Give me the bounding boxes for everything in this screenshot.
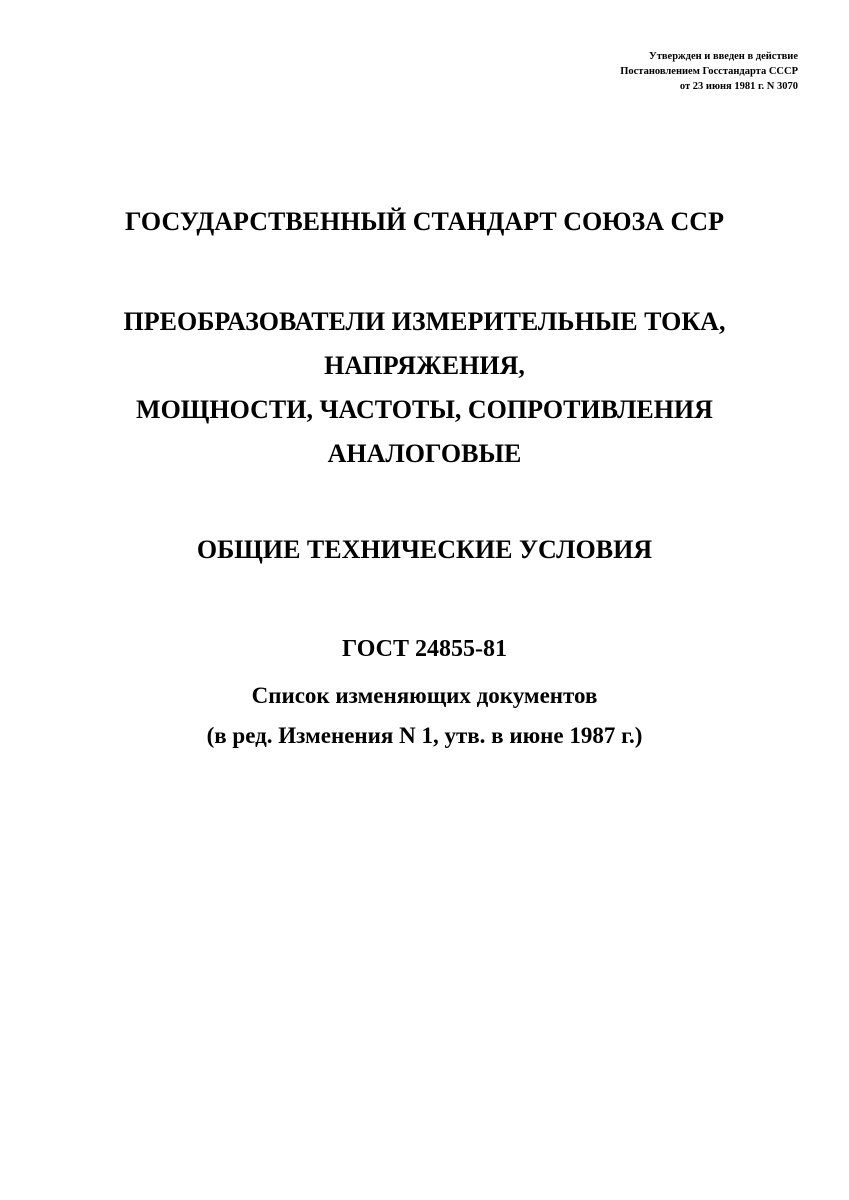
document-title — [0, 300, 849, 476]
title-line-3: МОЩНОСТИ, ЧАСТОТЫ, СОПРОТИВЛЕНИЯ — [136, 395, 713, 424]
approval-line-2: Постановлением Госстандарта СССР — [620, 66, 798, 77]
changes-list — [0, 676, 849, 756]
specification-title: ОБЩИЕ ТЕХНИЧЕСКИЕ УСЛОВИЯ — [196, 535, 653, 564]
changes-edition: (в ред. Изменения N 1, утв. в июне 1987 г.) — [206, 723, 643, 748]
title-line-2: НАПРЯЖЕНИЯ, — [324, 351, 525, 380]
title-line-4: АНАЛОГОВЫЕ — [327, 439, 522, 468]
title-line-1: ПРЕОБРАЗОВАТЕЛИ ИЗМЕРИТЕЛЬНЫЕ ТОКА, — [123, 307, 726, 336]
approval-line-1: Утвержден и введен в действие — [649, 51, 798, 62]
gost-number: ГОСТ 24855-81 — [342, 636, 507, 662]
approval-line-3: от 23 июня 1981 г. N 3070 — [679, 81, 798, 92]
state-standard-heading: ГОСУДАРСТВЕННЫЙ СТАНДАРТ СОЮЗА ССР — [125, 207, 724, 236]
changes-heading: Список изменяющих документов — [251, 683, 598, 708]
approval-note — [620, 49, 798, 94]
